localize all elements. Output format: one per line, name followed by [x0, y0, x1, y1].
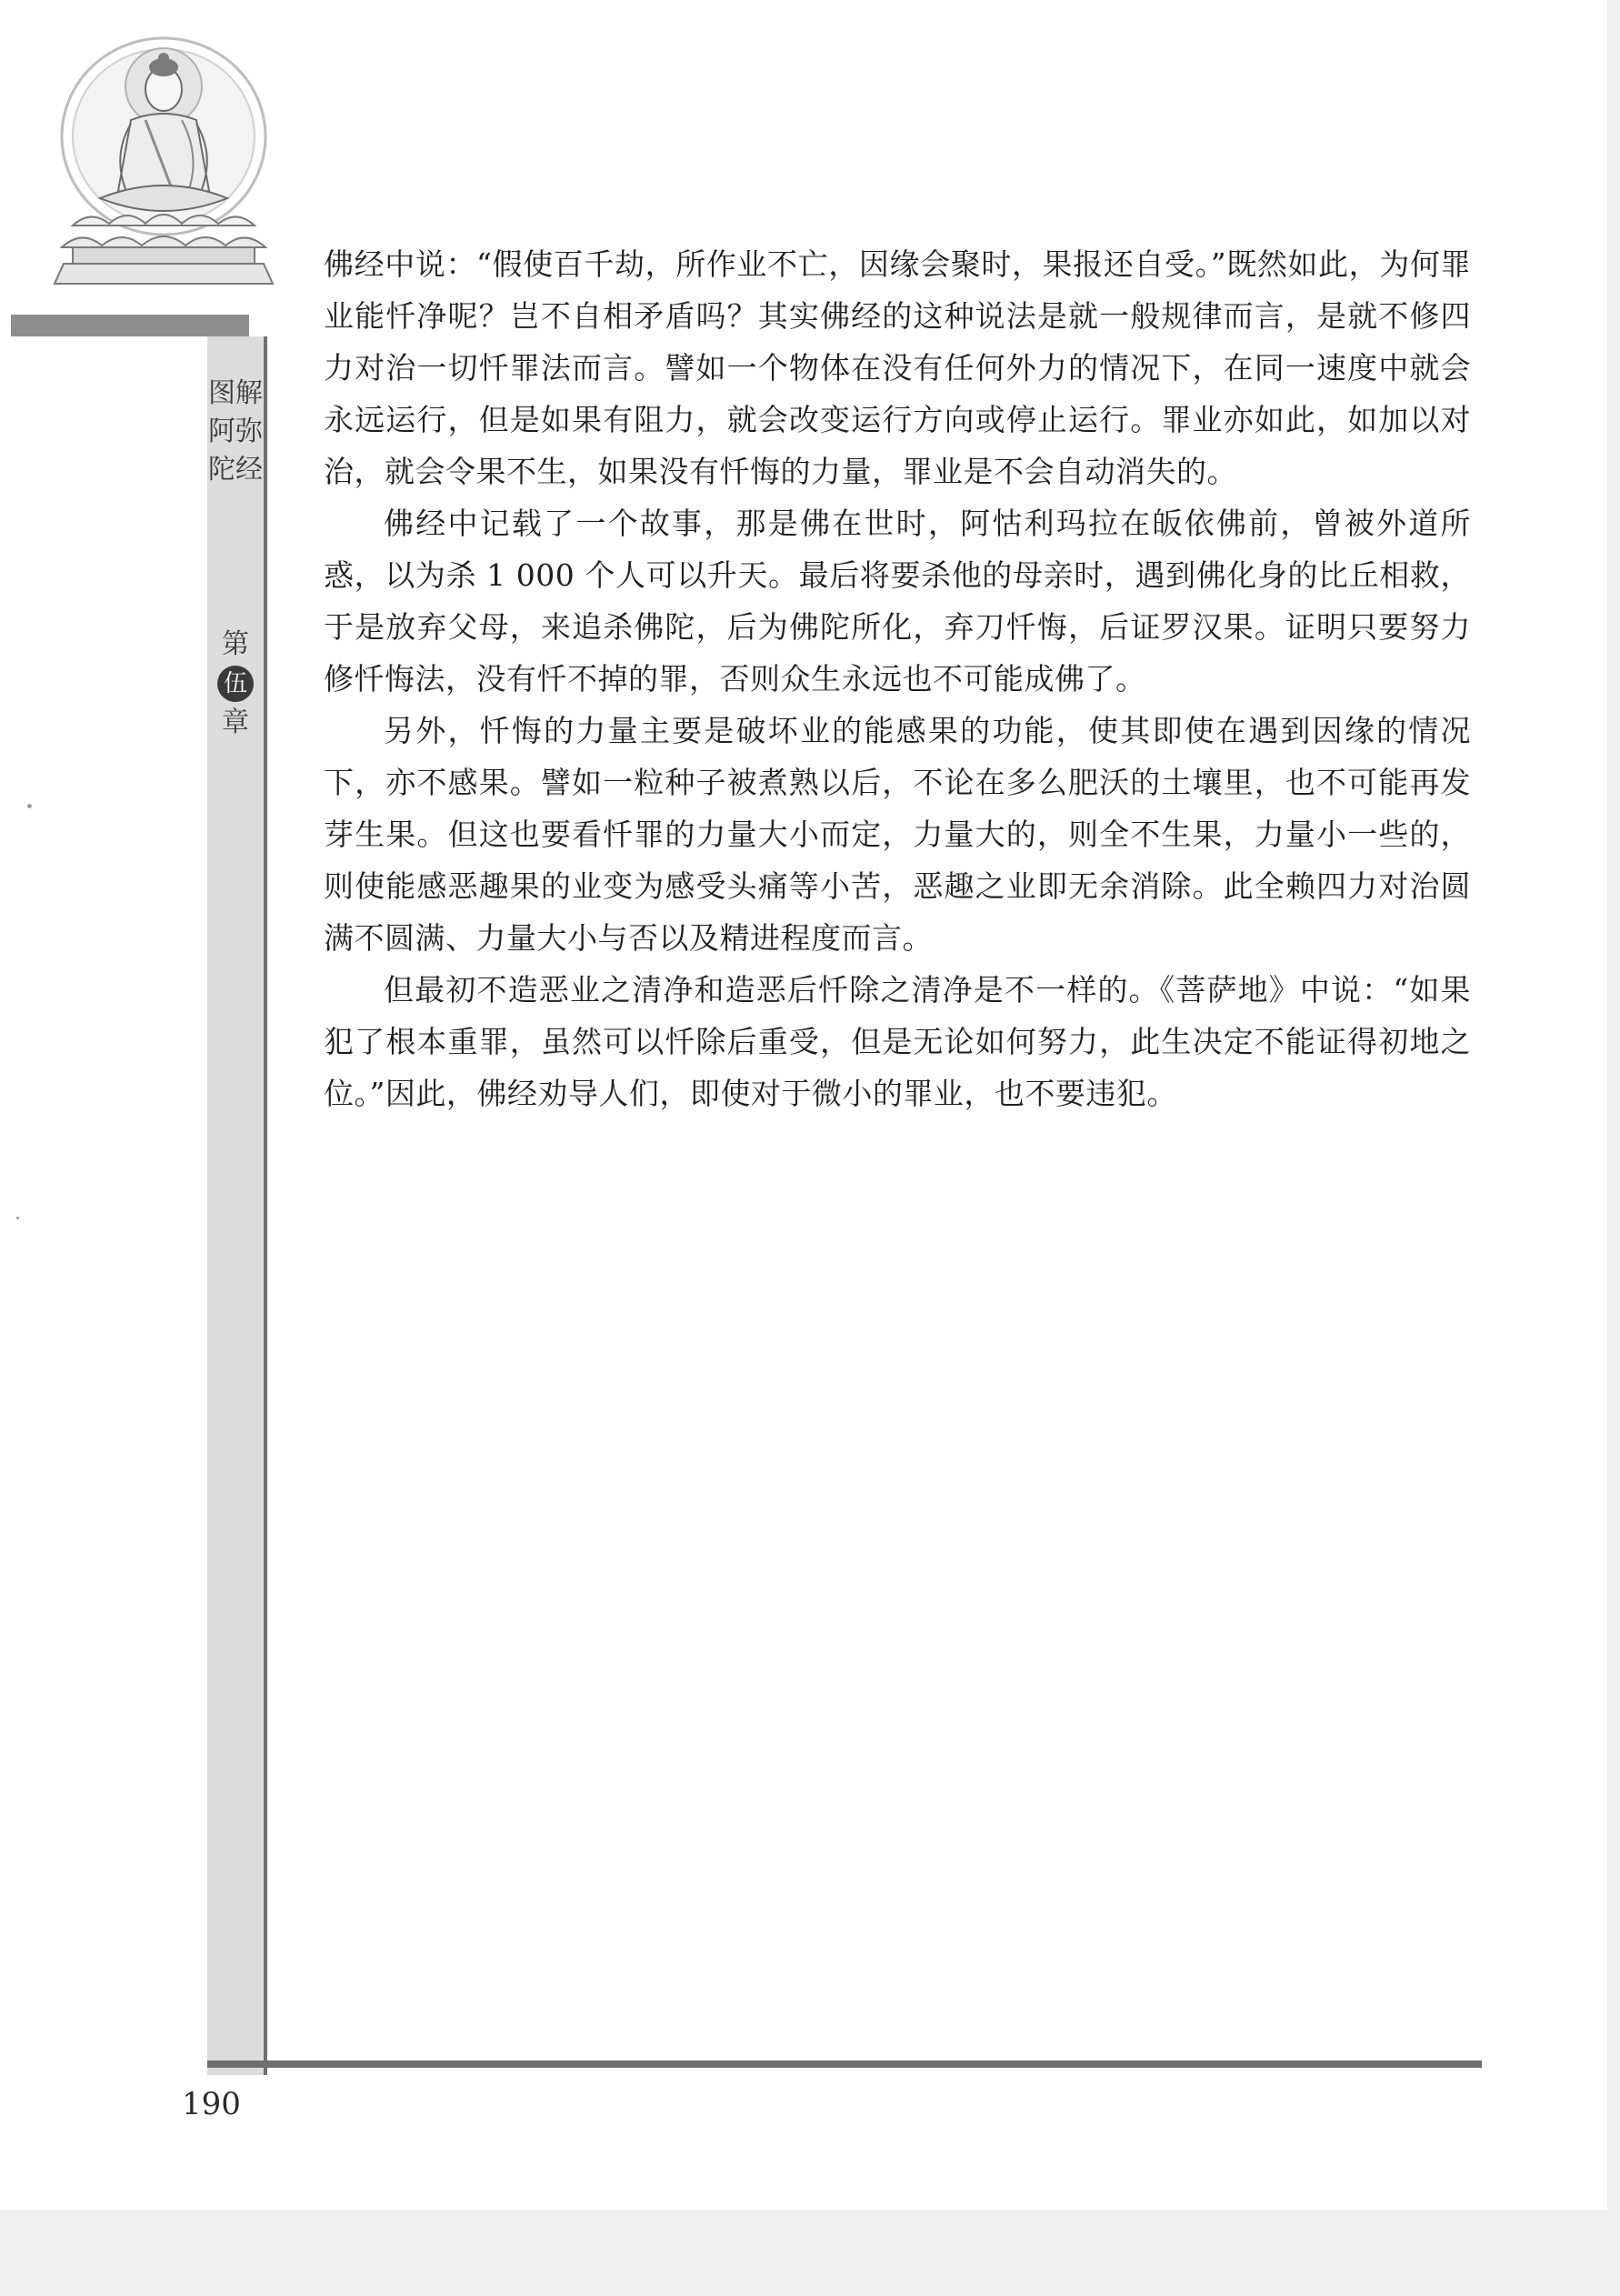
paragraph: 佛经中说：“假使百千劫，所作业不亡，因缘会聚时，果报还自受。”既然如此，为何罪业能忏净呢？岂不自相矛盾吗？其实佛经的这种说法是就一般规律而言，是就不修四力对治一切忏罪法而言。譬如一个物体在没有任何外力的情况下，在同一速度中就会永远运行，但是如果有阻力，就会改变运行方向或停止运行。罪业亦如此，如加以对治，就会令果不生，如果没有忏悔的力量，罪业是不会自动消失的。 [324, 246, 1471, 489]
page-number: 190 [182, 2086, 241, 2122]
header-rule [11, 315, 249, 336]
footer-rule [207, 2060, 1482, 2068]
book-title: 图解阿弥陀经 [208, 377, 263, 486]
sidebar [207, 336, 267, 2075]
paragraph: 但最初不造恶业之清净和造恶后忏除之清净是不一样的。《菩萨地》中说：“如果犯了根本重罪，虽然可以忏除后重受，但是无论如何努力，此生决定不能证得初地之位。”因此，佛经劝导人们，即使对于微小的罪业，也不要违犯。 [324, 972, 1471, 1111]
chapter-marker [207, 626, 264, 742]
scan-edge-right [1607, 0, 1620, 2296]
paragraph: 另外，忏悔的力量主要是破坏业的能感果的功能，使其即使在遇到因缘的情况下，亦不感果。譬如一粒种子被煮熟以后，不论在多么肥沃的土壤里，也不可能再发芽生果。但这也要看忏罪的力量大小而定，力量大的，则全不生果，力量小一些的，则使能感恶趣果的业变为感受头痛等小苦，恶趣之业即无余消除。此全赖四力对治圆满不圆满、力量大小与否以及精进程度而言。 [324, 713, 1471, 956]
scan-speck [27, 804, 32, 808]
scan-speck [16, 1217, 19, 1219]
body-text [324, 238, 1471, 1119]
chapter-number-badge: 伍 [217, 666, 254, 702]
buddha-emblem-icon [36, 36, 291, 300]
chapter-suffix: 章 [222, 707, 249, 738]
chapter-prefix: 第 [222, 628, 249, 660]
paragraph: 佛经中记载了一个故事，那是佛在世时，阿怙利玛拉在皈依佛前，曾被外道所惑，以为杀 1 000 个人可以升天。最后将要杀他的母亲时，遇到佛化身的比丘相救，于是放弃父母，来追杀佛陀，后为佛陀所化，弃刀忏悔，后证罗汉果。证明只要努力修忏悔法，没有忏不掉的罪，否则众生永远也不可能成佛了。 [324, 506, 1471, 697]
scan-edge-bottom [0, 2210, 1620, 2296]
